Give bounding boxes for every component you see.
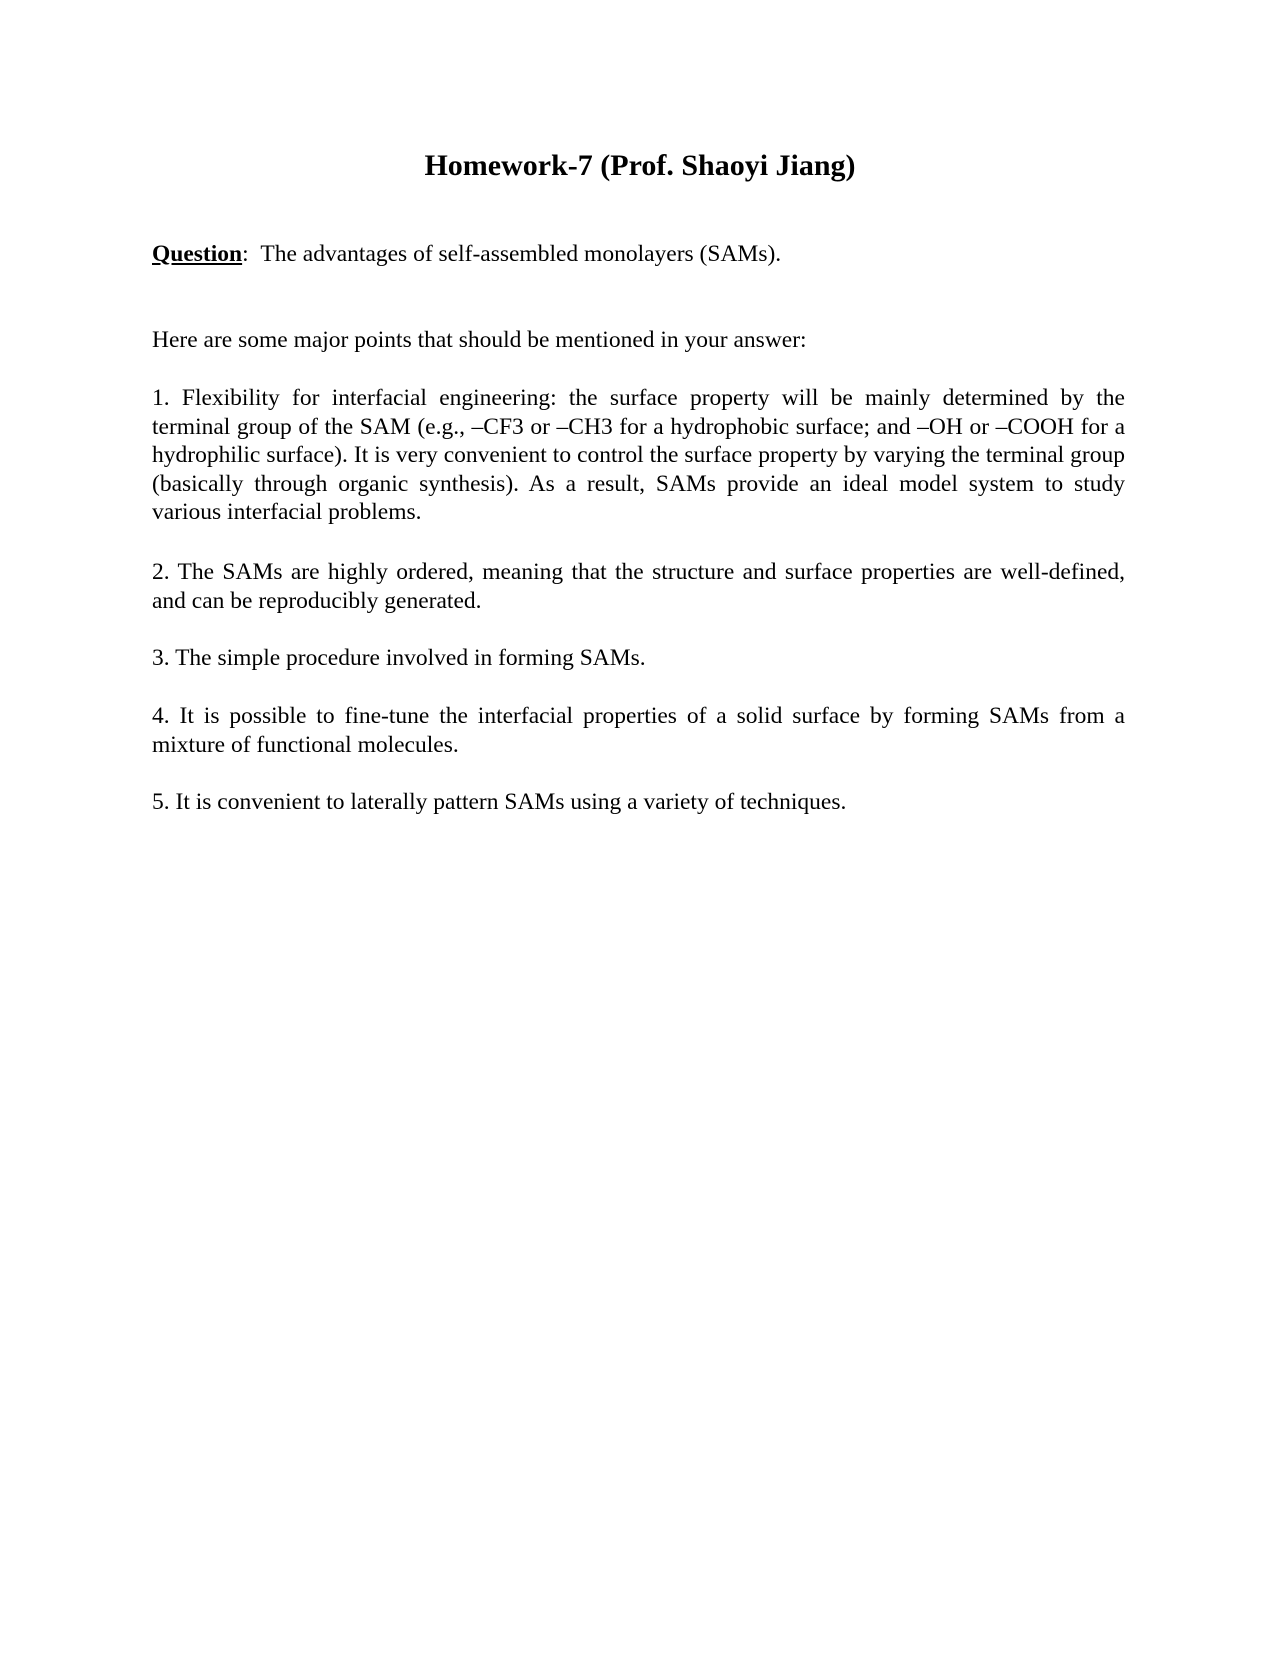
question-label: Question bbox=[152, 241, 243, 267]
question-line bbox=[152, 240, 1125, 269]
answer-point-3: 3. The simple procedure involved in forming SAMs. bbox=[152, 645, 646, 671]
intro-paragraph: Here are some major points that should be mentioned in your answer: bbox=[152, 327, 807, 353]
answer-point-1: 1. Flexibility for interfacial engineering: the surface property will be mainly determined by the terminal group of the SAM (e.g., –CF3 or –CH3 for a hydrophobic surface; and –OH or –COOH for a hydrophilic surface). It is very convenient to control the surface property by varying the terminal group (basically through organic synthesis). As a result, SAMs provide an ideal model system to study various interfacial problems. bbox=[152, 385, 1125, 525]
question-text: The advantages of self-assembled monolayers (SAMs). bbox=[260, 241, 782, 267]
answer-point-4: 4. It is possible to fine-tune the interfacial properties of a solid surface by forming SAMs from a mixture of functional molecules. bbox=[152, 703, 1125, 758]
answer-point-2: 2. The SAMs are highly ordered, meaning that the structure and surface properties are well-defined, and can be reproducibly generated. bbox=[152, 559, 1125, 614]
page-title: Homework-7 (Prof. Shaoyi Jiang) bbox=[424, 149, 856, 182]
answer-point-5: 5. It is convenient to laterally pattern SAMs using a variety of techniques. bbox=[152, 789, 847, 815]
question-separator: : bbox=[242, 241, 249, 267]
